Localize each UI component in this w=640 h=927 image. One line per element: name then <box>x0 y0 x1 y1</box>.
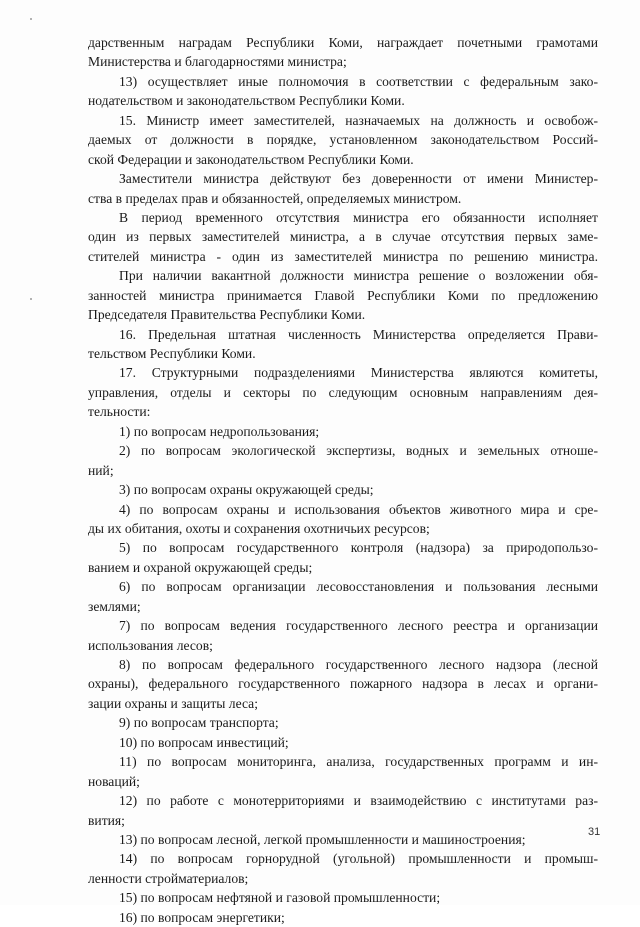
list-item: 3) по вопросам охраны окружающей среды; <box>119 482 374 498</box>
list-item: 16) по вопросам энергетики; <box>119 909 285 925</box>
text-line: тельством Республики Коми. <box>88 346 256 361</box>
list-item: 15) по вопросам нефтяной и газовой промышленности; <box>119 890 441 906</box>
list-item: 14) по вопросам горнорудной (угольной) промышленности и промыш- <box>119 851 598 867</box>
text-line: ванием и охраной окружающей среды; <box>88 559 313 575</box>
list-item: 11) по вопросам мониторинга, анализа, государственных программ и ин- <box>119 754 598 770</box>
text-line: один из первых заместителей министра, а в случае отсутствия первых заме- <box>88 229 598 245</box>
list-item: 9) по вопросам транспорта; <box>119 715 279 731</box>
list-item: 4) по вопросам охраны и использования объектов животного мира и сре- <box>119 501 598 517</box>
text-line: ской Федерации и законодательством Республики Коми. <box>88 151 414 167</box>
text-line: 16. Предельная штатная численность Министерства определяется Прави- <box>119 326 598 342</box>
text-line: В период временного отсутствия министра его обязанности исполняет <box>119 209 598 225</box>
list-item: 8) по вопросам федерального государственного лесного надзора (лесной <box>119 657 598 672</box>
text-line: 15. Министр имеет заместителей, назначаемых на должность и освобож- <box>119 112 598 128</box>
text-line: При наличии вакантной должности министра решение о возложении обя- <box>119 268 598 284</box>
text-line: стителей министра - один из заместителей министра по решению министра. <box>88 248 598 264</box>
text-line: 17. Структурными подразделениями Министерства являются комитеты, <box>119 365 598 381</box>
text-line: зации охраны и защиты леса; <box>88 695 258 711</box>
text-line: 13) осуществляет иные полномочия в соответствии с федеральным зако- <box>119 73 598 89</box>
text-line: вития; <box>88 812 125 828</box>
list-item: 1) по вопросам недропользования; <box>119 423 320 439</box>
list-item: 13) по вопросам лесной, легкой промышленности и машиностроения; <box>119 831 526 847</box>
text-line: Министерства и благодарностями министра; <box>88 54 347 70</box>
document-body <box>88 33 601 927</box>
text-line: землями; <box>88 598 141 614</box>
scan-speck <box>30 298 32 300</box>
text-line: новаций; <box>88 773 140 789</box>
list-item: 10) по вопросам инвестиций; <box>119 734 289 750</box>
text-line: тельности: <box>88 404 151 420</box>
text-line: ства в пределах прав и обязанностей, определяемых министром. <box>88 190 462 206</box>
text-line: охраны), федерального государственного пожарного надзора в лесах и органи- <box>88 676 598 692</box>
text-line: нодательством и законодательством Республики Коми. <box>88 93 405 109</box>
page-number: 31 <box>588 826 601 838</box>
list-item: 6) по вопросам организации лесовосстановления и пользования лесными <box>119 579 598 595</box>
text-line: использования лесов; <box>88 637 213 653</box>
list-item: 7) по вопросам ведения государственного лесного реестра и организации <box>119 618 598 634</box>
list-item: 5) по вопросам государственного контроля (надзора) за природопользо- <box>119 540 598 556</box>
text-line: ленности стройматериалов; <box>88 870 249 886</box>
scan-speck <box>30 18 32 20</box>
text-line: управления, отделы и секторы по следующим основным направлениям дея- <box>88 384 598 400</box>
list-item: 2) по вопросам экологической экспертизы, водных и земельных отноше- <box>119 443 598 459</box>
list-item: 12) по работе с монотерриториями и взаимодействию с институтами раз- <box>119 793 598 809</box>
text-line: дарственным наградам Республики Коми, награждает почетными грамотами <box>88 35 598 50</box>
text-line: ды их обитания, охоты и сохранения охотничьих ресурсов; <box>88 520 430 536</box>
text-line: Председателя Правительства Республики Коми. <box>88 307 366 323</box>
text-line: Заместители министра действуют без доверенности от имени Министер- <box>119 171 598 187</box>
text-line: занностей министра принимается Главой Республики Коми по предложению <box>88 287 598 303</box>
text-line: ний; <box>88 462 114 478</box>
text-line: даемых от должности в порядке, установленном законодательством Россий- <box>88 132 598 148</box>
